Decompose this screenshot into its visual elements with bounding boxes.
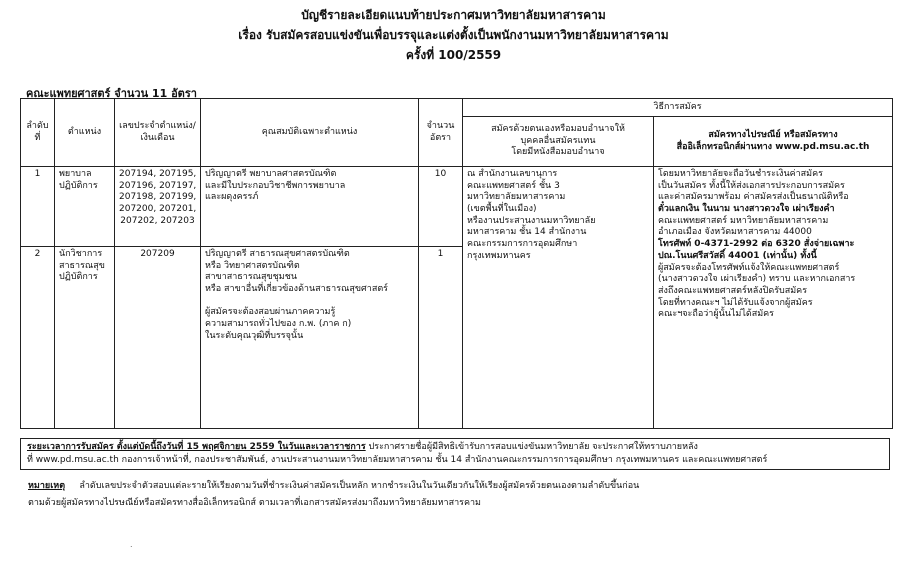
qualification-line [205,296,414,308]
row-codes [115,247,201,429]
header-method-self-line: โดยมีหนังสือมอบอำนาจ [511,147,605,158]
method-mail-line: ผู้สมัครจะต้องโทรศัพท์แจ้งให้คณะแพทยศาสตร์ [658,262,840,273]
method-mail-line: เป็นวันสมัคร ทั้งนี้ให้ส่งเอกสารประกอบการสมัคร [658,180,845,191]
header-count: จำนวนอัตรา [419,99,463,167]
method-self-line: ณ สำนักงานเลขานุการ [467,169,558,179]
header-no: ลำดับที่ [21,99,55,167]
row-position: นักวิชาการ สาธารณสุข ปฏิบัติการ [55,247,115,429]
announcement-venues: ที่ www.pd.msu.ac.th กองการเจ้าหน้าที่, กองประชาสัมพันธ์, งานประสานงานมหาวิทยาลัยมหาสารคาม ชั้น 14 สำนักงานคณะกรรมการการอุดมศึกษา กรุงเทพมหานคร และคณะแพทยศาสตร์ [27,455,768,466]
row-qualification [201,167,419,247]
method-mail-cell [654,167,893,429]
code-line: 207196, 207197, [119,180,197,191]
qualification-line: สาขาสาธารณสุขชุมชน [205,272,297,283]
code-line: 207198, 207199, [119,192,197,203]
header-method-mail [654,117,893,167]
application-period-label: ระยะเวลาการรับสมัคร ตั้งแต่บัดนี้ถึงวันที่ 15 พฤศจิกายน 2559 ในวันและเวลาราชการ [27,442,366,452]
method-mail-line: คณะแพทยศาสตร์ มหาวิทยาลัยมหาสารคาม [658,215,829,226]
method-mail-line: และค่าสมัครมาพร้อม ค่าสมัครส่งเป็นธนาณัติหรือ [658,192,849,203]
application-period-box [20,438,890,470]
qualification-line: ปริญญาตรี พยาบาลศาสตรบัณฑิต [205,169,337,179]
method-self-line: (เขตพื้นที่ในเมือง) [467,204,537,215]
method-self-line: มหาวิทยาลัยมหาสารคาม [467,192,566,203]
qualification-line: หรือ สาขาอื่นที่เกี่ยวข้องด้านสาธารณสุขศาสตร์ [205,284,388,295]
application-period-text: ประกาศรายชื่อผู้มีสิทธิเข้ารับการสอบแข่งขันมหาวิทยาลัย จะประกาศให้ทราบภายหลัง [365,442,698,452]
method-mail-line: โดยมหาวิทยาลัยจะถือวันชำระเงินค่าสมัคร [658,169,823,179]
row-qualification [201,247,419,429]
method-mail-line: โทรศัพท์ 0-4371-2992 ต่อ 6320 สั่งจ่ายเฉพาะ [658,239,855,250]
code-line: 207194, 207195, [119,169,197,179]
code-line: 207202, 207203 [120,215,195,226]
method-self-line: คณะแพทยศาสตร์ ชั้น 3 [467,180,560,191]
header-method-mail-line: สื่ออิเล็กทรอนิกส์ผ่านทาง www.pd.msu.ac.th [676,141,870,152]
row-count: 10 [419,167,463,247]
qualification-line: ในระดับคุณวุฒิที่บรรจุนั้น [205,330,304,341]
application-period-line [27,441,883,454]
row-position: พยาบาล ปฏิบัติการ [55,167,115,247]
positions-table [20,98,893,429]
qualification-line: และมีใบประกอบวิชาชีพการพยาบาล [205,180,346,191]
header-method-mail-line: สมัครทางไปรษณีย์ หรือสมัครทาง [708,129,838,140]
remarks-text-1: ลำดับเลขประจำตัวสอบแต่ละรายให้เรียงตามวันที่ชำระเงินค่าสมัครเป็นหลัก หากชำระเงินในวันเดียวกันให้เรียงผู้สมัครด้วยตนเองตามลำดับขึ้นก่อน [79,481,640,491]
method-mail-line: อำเภอเมือง จังหวัดมหาสารคาม 44000 [658,227,812,238]
method-mail-line: คณะฯจะถือว่าผู้นั้นไม่ได้สมัคร [658,309,775,320]
announcement-number: ครั้งที่ 100/2559 [405,48,502,62]
header-method-self [463,117,654,167]
qualification-line: ความสามารถทั่วไปของ ก.พ. (ภาค ก) [205,319,352,330]
row-count: 1 [419,247,463,429]
method-mail-line: ปณ.โนนศรีสวัสดิ์ 44001 (เท่านั้น) ทั้งนี้ [658,250,817,261]
method-mail-line: ส่งถึงคณะแพทยศาสตร์หลังปิดรับสมัคร [658,285,808,296]
method-self-line: คณะกรรมการการอุดมศึกษา [467,239,578,250]
header-position: ตำแหน่ง [55,99,115,167]
method-mail-line: โดยที่ทางคณะฯ ไม่ได้รับแจ้งจากผู้สมัคร [658,297,813,308]
code-line: 207209 [140,249,175,259]
row-codes [115,167,201,247]
qualification-line: และผดุงครรภ์ [205,192,259,203]
section-title: คณะแพทยศาสตร์ จำนวน 11 อัตรา [26,87,197,100]
remarks [28,478,639,512]
qualification-line: หรือ วิทยาศาสตรบัณฑิต [205,260,300,271]
header-method-self-line: สมัครด้วยตนเองหรือมอบอำนาจให้ [491,123,625,134]
method-self-line: กรุงเทพมหานคร [467,250,531,261]
qualification-line: ปริญญาตรี สาธารณสุขศาสตรบัณฑิต [205,249,350,259]
header-method-self-line: บุคคลอื่นสมัครแทน [520,135,596,146]
method-self-line: หรืองานประสานงานมหาวิทยาลัย [467,215,596,226]
row-no: 1 [21,167,55,247]
qualification-line: ผู้สมัครจะต้องสอบผ่านภาคความรู้ [205,307,336,318]
document-title: บัญชีรายละเอียดแนบท้ายประกาศมหาวิทยาลัยมหาสารคาม [301,8,606,22]
header-qualification: คุณสมบัติเฉพาะตำแหน่ง [201,99,419,167]
method-mail-line: ตั๋วแลกเงิน ในนาม นางสาวดวงใจ เผ่าเรียงคำ [658,204,835,215]
table-row [21,167,893,247]
remarks-line-1 [28,478,639,495]
document-subject: เรื่อง รับสมัครสอบแข่งขันเพื่อบรรจุและแต่งตั้งเป็นพนักงานมหาวิทยาลัยมหาสารคาม [238,28,669,42]
method-mail-line: (นางสาวดวงใจ เผ่าเรียงคำ) ทราบ และหากเอกสาร [658,274,856,285]
code-line: 207200, 207201, [119,204,197,215]
method-self-cell [463,167,654,429]
row-no: 2 [21,247,55,429]
remarks-label: หมายเหตุ [28,481,66,491]
method-self-line: มหาสารคาม ชั้น 14 สำนักงาน [467,227,587,238]
header-application-method: วิธีการสมัคร [463,99,893,117]
header-code: เลขประจำตำแหน่ง/เงินเดือน [115,99,201,167]
stray-mark: . [130,540,133,549]
remarks-text-2: ตามด้วยผู้สมัครทางไปรษณีย์หรือสมัครทางสื่ออิเล็กทรอนิกส์ ตามเวลาที่เอกสารสมัครส่งมาถึงมหาวิทยาลัยมหาสารคาม [28,498,481,509]
